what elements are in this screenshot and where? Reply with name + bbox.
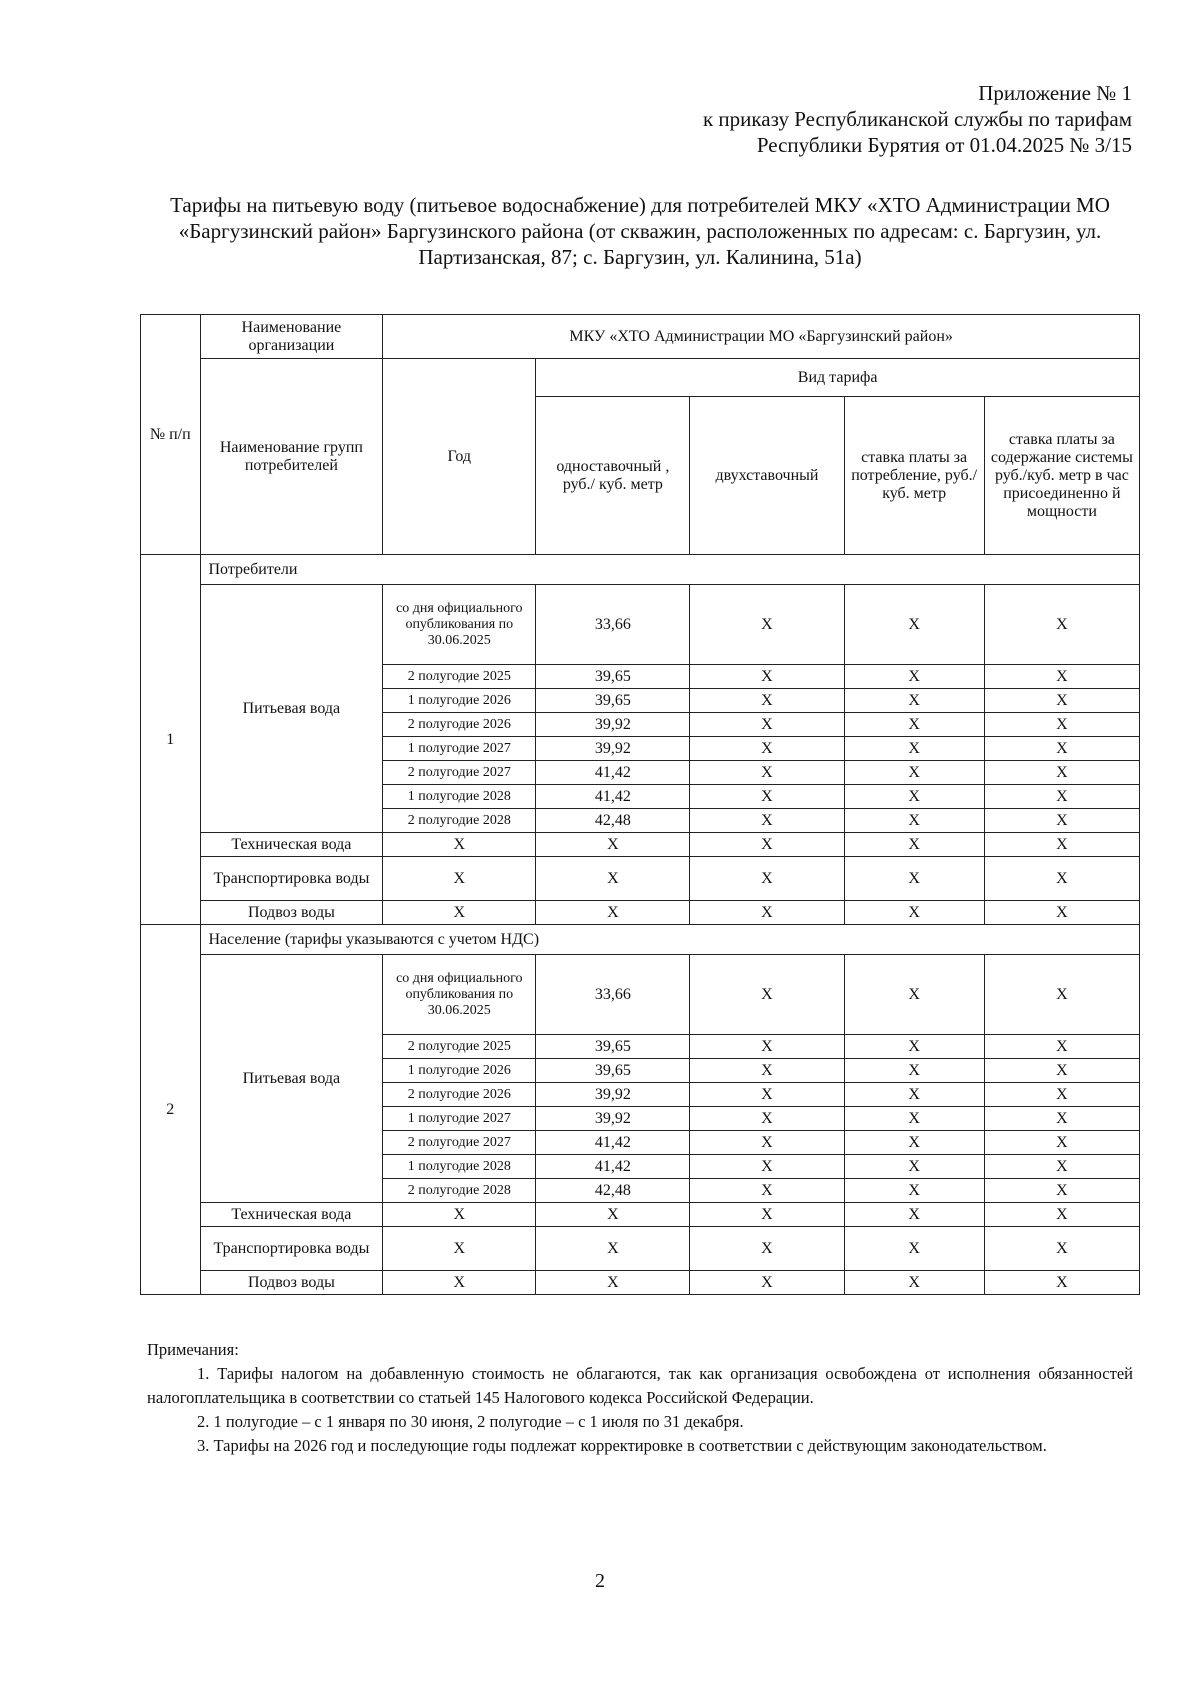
one-rate-value: 39,92 — [536, 737, 690, 761]
one-rate-value: 39,65 — [536, 665, 690, 689]
consumption-rate-value: X — [844, 1227, 984, 1271]
maintenance-rate-value: X — [984, 713, 1139, 737]
one-rate-value: X — [536, 833, 690, 857]
two-rate-value: X — [690, 1107, 844, 1131]
consumption-rate-value: X — [844, 665, 984, 689]
col-header-year: Год — [383, 359, 536, 555]
consumption-rate-value: X — [844, 1107, 984, 1131]
consumption-rate-value: X — [844, 901, 984, 925]
maintenance-rate-value: X — [984, 761, 1139, 785]
document-header — [432, 80, 1132, 158]
one-rate-value: 39,92 — [536, 1083, 690, 1107]
period-cell: X — [383, 857, 536, 901]
one-rate-value: 33,66 — [536, 585, 690, 665]
two-rate-value: X — [690, 809, 844, 833]
two-rate-value: X — [690, 1155, 844, 1179]
consumption-rate-value: X — [844, 689, 984, 713]
consumption-rate-value: X — [844, 713, 984, 737]
maintenance-rate-value: X — [984, 1179, 1139, 1203]
two-rate-value: X — [690, 833, 844, 857]
two-rate-value: X — [690, 1227, 844, 1271]
maintenance-rate-value: X — [984, 857, 1139, 901]
consumption-rate-value: X — [844, 1203, 984, 1227]
consumer-group-cell: Подвоз воды — [200, 901, 383, 925]
maintenance-rate-value: X — [984, 585, 1139, 665]
two-rate-value: X — [690, 1131, 844, 1155]
one-rate-value: 39,92 — [536, 713, 690, 737]
consumption-rate-value: X — [844, 809, 984, 833]
one-rate-value: 39,92 — [536, 1107, 690, 1131]
maintenance-rate-value: X — [984, 955, 1139, 1035]
col-header-num: № п/п — [141, 315, 201, 555]
consumer-group-cell: Техническая вода — [200, 833, 383, 857]
consumer-group-cell: Транспортировка воды — [200, 1227, 383, 1271]
consumption-rate-value: X — [844, 1155, 984, 1179]
two-rate-value: X — [690, 1271, 844, 1295]
period-cell: со дня официального опубликования по 30.06.2025 — [383, 585, 536, 665]
col-header-tariff-type: Вид тарифа — [536, 359, 1140, 397]
table-row — [141, 925, 1140, 955]
period-cell: со дня официального опубликования по 30.06.2025 — [383, 955, 536, 1035]
col-header-consumption-rate: ставка платы за потребление, руб./ куб. метр — [844, 397, 984, 555]
consumption-rate-value: X — [844, 1035, 984, 1059]
consumption-rate-value: X — [844, 785, 984, 809]
one-rate-value: X — [536, 1203, 690, 1227]
two-rate-value: X — [690, 737, 844, 761]
org-name-cell: МКУ «ХТО Администрации МО «Баргузинский район» — [383, 315, 1140, 359]
one-rate-value: 41,42 — [536, 1131, 690, 1155]
consumption-rate-value: X — [844, 857, 984, 901]
maintenance-rate-value: X — [984, 809, 1139, 833]
one-rate-value: 42,48 — [536, 1179, 690, 1203]
table-row — [141, 955, 1140, 1035]
table-row — [141, 585, 1140, 665]
maintenance-rate-value: X — [984, 737, 1139, 761]
section-title-cell: Население (тарифы указываются с учетом НДС) — [200, 925, 1140, 955]
period-cell: 2 полугодие 2027 — [383, 1131, 536, 1155]
one-rate-value: 41,42 — [536, 785, 690, 809]
table-row — [141, 833, 1140, 857]
two-rate-value: X — [690, 1083, 844, 1107]
period-cell: X — [383, 1271, 536, 1295]
period-cell: 2 полугодие 2028 — [383, 1179, 536, 1203]
period-cell: 2 полугодие 2028 — [383, 809, 536, 833]
document-title: Тарифы на питьевую воду (питьевое водоснабжение) для потребителей МКУ «ХТО Администрации МО «Баргузинский район» Баргузинского района (от скважин, расположенных по адресам: с. Баргузин, ул. Партизанская, 87; с. Баргузин, ул. Калинина, 51а) — [170, 193, 1110, 269]
table-head-row — [141, 315, 1140, 359]
section-title-cell: Потребители — [200, 555, 1140, 585]
row-number-cell: 1 — [141, 555, 201, 925]
two-rate-value: X — [690, 901, 844, 925]
consumption-rate-value: X — [844, 1131, 984, 1155]
note-item: 1. Тарифы налогом на добавленную стоимость не облагаются, так как организация освобождена от исполнения обязанностей налогоплательщика в соответствии со статьей 145 Налогового кодекса Российской Федерации. — [147, 1364, 1133, 1407]
maintenance-rate-value: X — [984, 901, 1139, 925]
one-rate-value: 41,42 — [536, 1155, 690, 1179]
order-date-number: Республики Бурятия от 01.04.2025 № 3/15 — [756, 133, 1132, 157]
maintenance-rate-value: X — [984, 1131, 1139, 1155]
one-rate-value: 39,65 — [536, 1035, 690, 1059]
note-item: 2. 1 полугодие – с 1 января по 30 июня, 2 полугодие – с 1 июля по 31 декабря. — [197, 1412, 744, 1431]
one-rate-value: X — [536, 901, 690, 925]
table-row — [141, 555, 1140, 585]
consumption-rate-value: X — [844, 585, 984, 665]
table-head-row — [141, 359, 1140, 397]
one-rate-value: 33,66 — [536, 955, 690, 1035]
two-rate-value: X — [690, 785, 844, 809]
table-row — [141, 1227, 1140, 1271]
two-rate-value: X — [690, 761, 844, 785]
one-rate-value: X — [536, 1271, 690, 1295]
col-header-maintenance-rate: ставка платы за содержание системы руб./куб. метр в час присоединенно й мощности — [984, 397, 1139, 555]
consumer-group-cell: Питьевая вода — [200, 585, 383, 833]
col-header-one-rate: одноставочный , руб./ куб. метр — [536, 397, 690, 555]
one-rate-value: 42,48 — [536, 809, 690, 833]
notes-section — [147, 1338, 1133, 1458]
period-cell: 2 полугодие 2027 — [383, 761, 536, 785]
period-cell: X — [383, 1203, 536, 1227]
consumption-rate-value: X — [844, 833, 984, 857]
consumer-group-cell: Транспортировка воды — [200, 857, 383, 901]
consumer-group-cell: Питьевая вода — [200, 955, 383, 1203]
maintenance-rate-value: X — [984, 1035, 1139, 1059]
row-number-cell: 2 — [141, 925, 201, 1295]
period-cell: 1 полугодие 2028 — [383, 785, 536, 809]
maintenance-rate-value: X — [984, 785, 1139, 809]
consumption-rate-value: X — [844, 1083, 984, 1107]
consumption-rate-value: X — [844, 955, 984, 1035]
one-rate-value: 39,65 — [536, 1059, 690, 1083]
two-rate-value: X — [690, 857, 844, 901]
period-cell: 2 полугодие 2026 — [383, 713, 536, 737]
maintenance-rate-value: X — [984, 1083, 1139, 1107]
two-rate-value: X — [690, 689, 844, 713]
tariff-table — [140, 314, 1140, 1295]
maintenance-rate-value: X — [984, 1155, 1139, 1179]
one-rate-value: X — [536, 857, 690, 901]
consumption-rate-value: X — [844, 1059, 984, 1083]
col-header-two-rate: двухставочный — [690, 397, 844, 555]
two-rate-value: X — [690, 665, 844, 689]
consumption-rate-value: X — [844, 737, 984, 761]
period-cell: X — [383, 1227, 536, 1271]
maintenance-rate-value: X — [984, 1271, 1139, 1295]
maintenance-rate-value: X — [984, 665, 1139, 689]
maintenance-rate-value: X — [984, 1107, 1139, 1131]
note-item: 3. Тарифы на 2026 год и последующие годы подлежат корректировке в соответствии с действующим законодательством. — [197, 1436, 1047, 1455]
period-cell: 1 полугодие 2026 — [383, 1059, 536, 1083]
page-number: 2 — [595, 1570, 605, 1592]
period-cell: X — [383, 833, 536, 857]
period-cell: 2 полугодие 2025 — [383, 665, 536, 689]
period-cell: 2 полугодие 2026 — [383, 1083, 536, 1107]
maintenance-rate-value: X — [984, 1059, 1139, 1083]
period-cell: 1 полугодие 2027 — [383, 1107, 536, 1131]
period-cell: X — [383, 901, 536, 925]
maintenance-rate-value: X — [984, 833, 1139, 857]
one-rate-value: 39,65 — [536, 689, 690, 713]
consumption-rate-value: X — [844, 1271, 984, 1295]
two-rate-value: X — [690, 1059, 844, 1083]
maintenance-rate-value: X — [984, 1227, 1139, 1271]
one-rate-value: 41,42 — [536, 761, 690, 785]
two-rate-value: X — [690, 585, 844, 665]
consumption-rate-value: X — [844, 761, 984, 785]
table-row — [141, 1203, 1140, 1227]
two-rate-value: X — [690, 1035, 844, 1059]
two-rate-value: X — [690, 1179, 844, 1203]
two-rate-value: X — [690, 713, 844, 737]
one-rate-value: X — [536, 1227, 690, 1271]
two-rate-value: X — [690, 955, 844, 1035]
consumer-group-cell: Техническая вода — [200, 1203, 383, 1227]
two-rate-value: X — [690, 1203, 844, 1227]
period-cell: 1 полугодие 2028 — [383, 1155, 536, 1179]
appendix-label: Приложение № 1 — [978, 81, 1132, 105]
maintenance-rate-value: X — [984, 689, 1139, 713]
table-row — [141, 857, 1140, 901]
period-cell: 2 полугодие 2025 — [383, 1035, 536, 1059]
consumer-group-cell: Подвоз воды — [200, 1271, 383, 1295]
period-cell: 1 полугодие 2026 — [383, 689, 536, 713]
maintenance-rate-value: X — [984, 1203, 1139, 1227]
table-row — [141, 901, 1140, 925]
notes-title: Примечания: — [147, 1340, 239, 1359]
table-row — [141, 1271, 1140, 1295]
period-cell: 1 полугодие 2027 — [383, 737, 536, 761]
col-header-group: Наименование групп потребителей — [200, 359, 383, 555]
col-header-org: Наименование организации — [200, 315, 383, 359]
order-reference: к приказу Республиканской службы по тарифам — [702, 107, 1132, 131]
consumption-rate-value: X — [844, 1179, 984, 1203]
